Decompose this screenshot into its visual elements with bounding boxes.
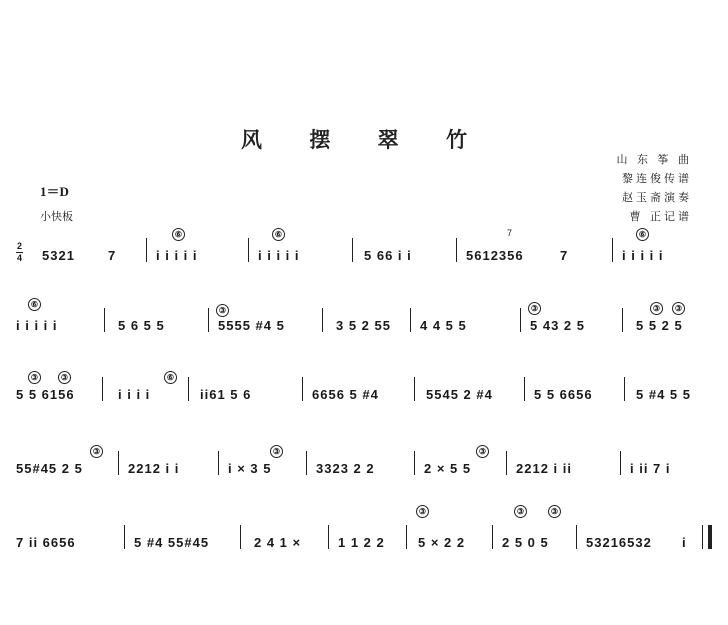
barline — [118, 451, 119, 475]
measure: 5 6 5 5 — [118, 318, 165, 333]
measure: 5 #4 55#45 — [134, 535, 210, 550]
barline — [328, 525, 329, 549]
credits-block — [602, 150, 692, 226]
circled-marking: ③ — [28, 371, 41, 384]
barline — [104, 308, 105, 332]
barline — [352, 238, 353, 262]
barline — [208, 308, 209, 332]
circled-marking: ⑥ — [272, 228, 285, 241]
measure: i × 3 5 — [228, 461, 272, 476]
barline — [620, 451, 621, 475]
circled-marking: ③ — [476, 445, 489, 458]
measure: i i i i — [118, 387, 151, 402]
barline — [302, 377, 303, 401]
measure: 2 × 5 5 — [424, 461, 472, 476]
credit-line: 曹 正记谱 — [629, 210, 692, 223]
barline — [218, 451, 219, 475]
measure: 1 1 2 2 — [338, 535, 385, 550]
barline — [576, 525, 577, 549]
credit-line: 山 东 筝 曲 — [616, 153, 692, 166]
final-barline — [708, 525, 712, 549]
barline — [124, 525, 125, 549]
barline — [506, 451, 507, 475]
measure: 5555 #4 5 — [218, 318, 285, 333]
circled-marking: ③ — [216, 304, 229, 317]
barline — [624, 377, 625, 401]
barline — [414, 377, 415, 401]
measure: 3323 2 2 — [316, 461, 375, 476]
measure: 7 ii 6656 — [16, 535, 76, 550]
circled-marking: ⑥ — [164, 371, 177, 384]
measure: 53216532 — [586, 535, 652, 550]
circled-marking: ③ — [514, 505, 527, 518]
measure: 55#45 2 5 — [16, 461, 83, 476]
measure: 5 43 2 5 — [530, 318, 585, 333]
time-signature — [16, 242, 23, 263]
measure: 7 — [108, 248, 117, 263]
circled-marking: ⑥ — [636, 228, 649, 241]
circled-marking: ③ — [672, 302, 685, 315]
measure: 5 5 2 5 — [636, 318, 683, 333]
circled-marking: ③ — [650, 302, 663, 315]
meter-bottom: 4 — [16, 253, 22, 263]
circled-marking: ③ — [416, 505, 429, 518]
measure: i i i i i — [156, 248, 198, 263]
circled-marking: ③ — [270, 445, 283, 458]
barline — [612, 238, 613, 262]
measure: 4 4 5 5 — [420, 318, 467, 333]
barline — [306, 451, 307, 475]
circled-marking: ③ — [528, 302, 541, 315]
barline — [322, 308, 323, 332]
barline — [248, 238, 249, 262]
barline — [188, 377, 189, 401]
barline — [240, 525, 241, 549]
measure: 5 5 6156 — [16, 387, 75, 402]
measure: 7 — [560, 248, 569, 263]
measure: 5612356 — [466, 248, 524, 263]
measure: 5 #4 5 5 — [636, 387, 691, 402]
measure: 5 66 i i — [364, 248, 412, 263]
barline — [524, 377, 525, 401]
barline — [406, 525, 407, 549]
measure: 2 4 1 × — [254, 535, 302, 550]
measure: i i i i i — [258, 248, 300, 263]
measure: 5321 — [42, 248, 75, 263]
measure: 5 × 2 2 — [418, 535, 466, 550]
measure: 2 5 0 5 — [502, 535, 549, 550]
barline — [520, 308, 521, 332]
barline — [410, 308, 411, 332]
barline — [102, 377, 103, 401]
measure: 5545 2 #4 — [426, 387, 493, 402]
barline — [622, 308, 623, 332]
circled-marking: ⑥ — [28, 298, 41, 311]
credit-line: 黎连俊传谱 — [622, 172, 692, 185]
credit-line: 赵玉斋演奏 — [622, 191, 692, 204]
measure: i i i i i — [622, 248, 664, 263]
barline — [414, 451, 415, 475]
measure: 5 5 6656 — [534, 387, 593, 402]
circled-marking: ③ — [58, 371, 71, 384]
bracket-number: 7 — [507, 228, 515, 238]
page-title: 风 摆 翠 竹 — [241, 128, 487, 152]
meter-top: 2 — [16, 241, 22, 251]
key-signature: 1＝D — [40, 184, 69, 199]
barline — [456, 238, 457, 262]
measure: 2212 i ii — [516, 461, 572, 476]
measure: 3 5 2 55 — [336, 318, 391, 333]
tempo-marking: 小快板 — [40, 210, 73, 223]
measure: 6656 5 #4 — [312, 387, 379, 402]
measure: i ii 7 i — [630, 461, 671, 476]
measure: 2212 i i — [128, 461, 180, 476]
barline — [146, 238, 147, 262]
circled-marking: ⑥ — [172, 228, 185, 241]
measure: i i i i i — [16, 318, 58, 333]
barline — [492, 525, 493, 549]
barline — [702, 525, 703, 549]
measure: i — [682, 535, 687, 550]
circled-marking: ③ — [90, 445, 103, 458]
circled-marking: ③ — [548, 505, 561, 518]
measure: ii61 5 6 — [200, 387, 252, 402]
